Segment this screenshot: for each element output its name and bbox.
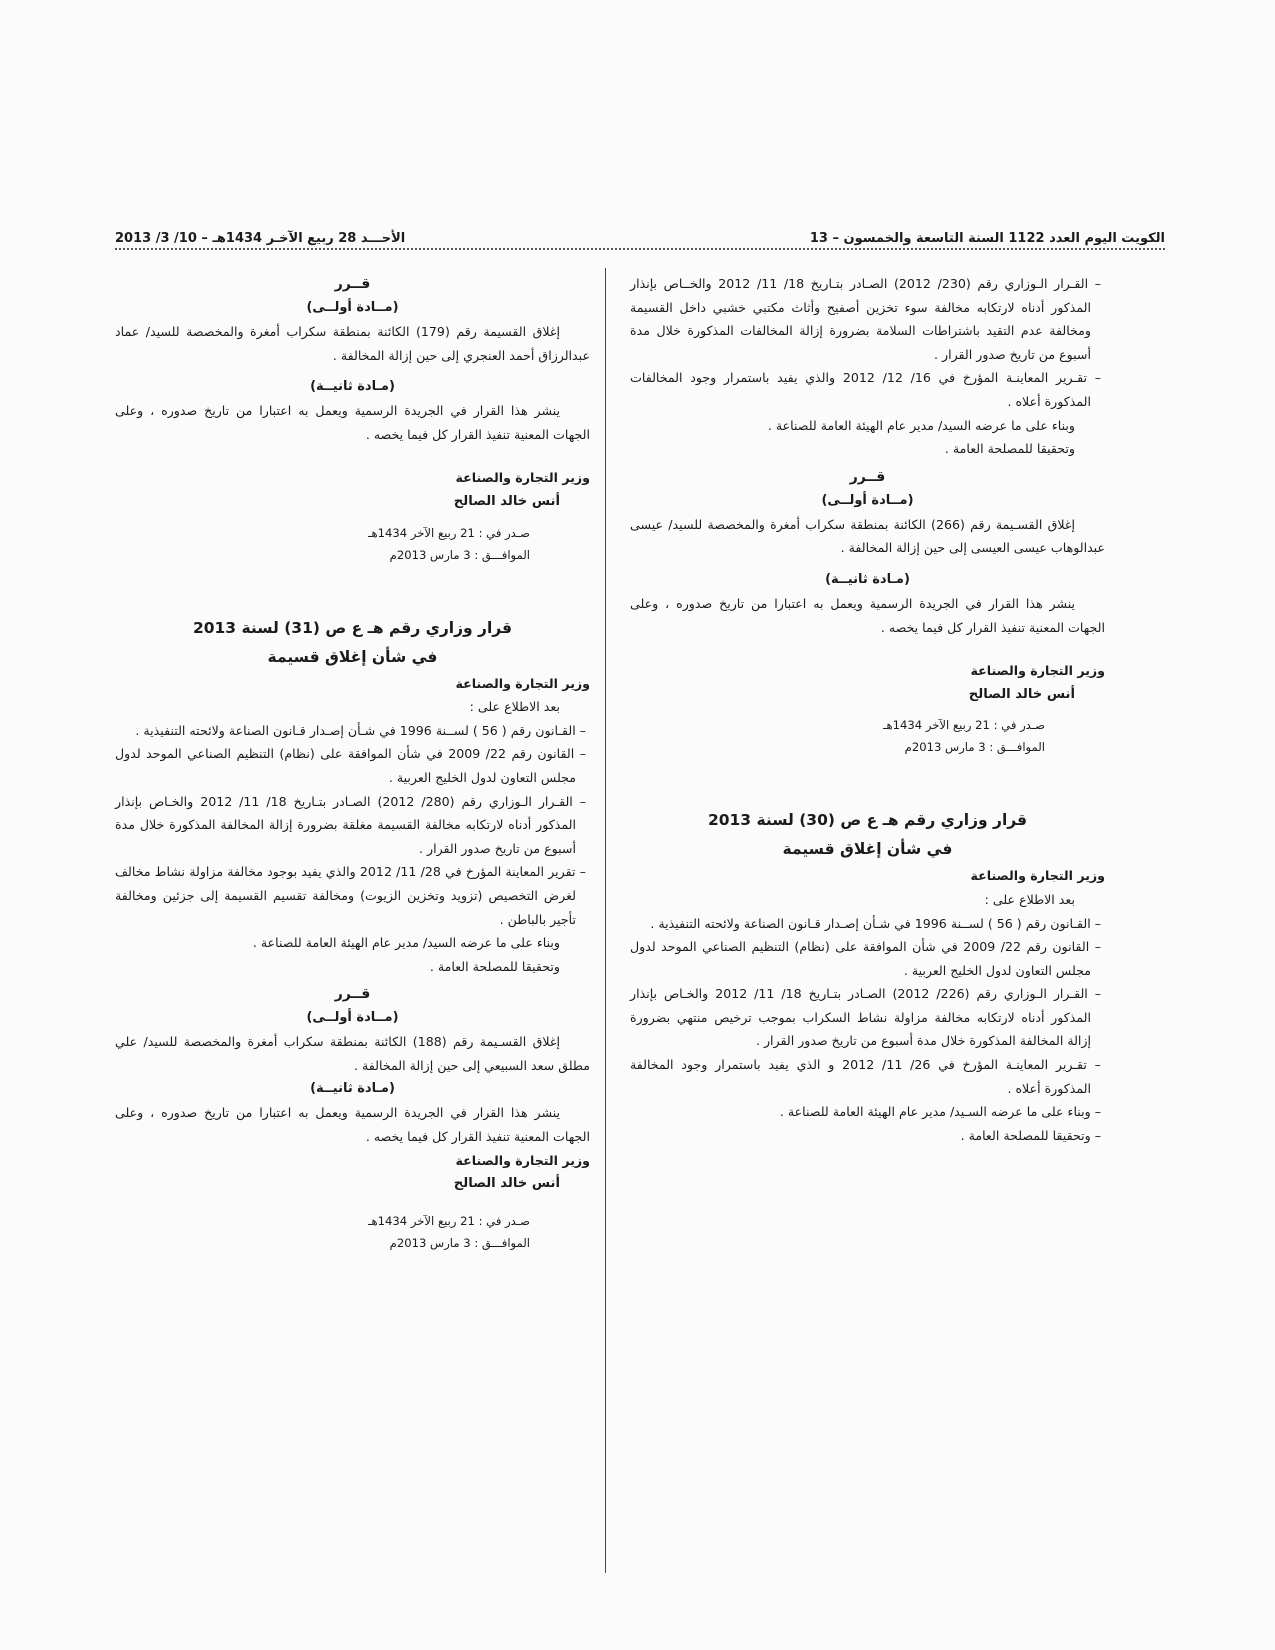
- decision-subtitle: في شأن إغلاق قسيمة: [782, 840, 953, 859]
- list-item: – القـانون رقم ( 56 ) لســنة 1996 في شـأن إصـدار قـانون الصناعة ولائحته التنفيذية .: [650, 915, 1101, 931]
- closing-line: وبناء على ما عرضه السيد/ مدير عام الهيئة العامة للصناعة .: [252, 935, 560, 951]
- list-item: – القانون رقم 22/ 2009 في شأن الموافقة على (نظام) التنظيم الصناعي الموحد لدول مجلس التعاون لدول الخليج العربية .: [115, 746, 586, 785]
- decree-heading: قــرر: [334, 986, 371, 1003]
- list-item: – وتحقيقا للمصلحة العامة .: [960, 1127, 1101, 1143]
- decree-heading: قــرر: [849, 468, 886, 485]
- after-review: بعد الاطلاع على :: [984, 891, 1075, 907]
- corresponding-date: الموافـــق : 3 مارس 2013م: [389, 1235, 530, 1250]
- right-column: [630, 272, 1105, 1147]
- closing-line: وتحقيقا للمصلحة العامة .: [944, 441, 1075, 457]
- header-date: الأحـــد 28 ربيع الآخـر 1434هـ – 10/ 3/ 2013: [115, 231, 406, 246]
- minister-intro: وزير التجارة والصناعة: [970, 868, 1105, 884]
- left-column: [115, 272, 590, 1254]
- signature-block: [115, 1149, 590, 1196]
- article-title: (مــادة أولــى): [306, 300, 399, 315]
- list-item: – القانون رقم 22/ 2009 في شأن الموافقة على (نظام) التنظيم الصناعي الموحد لدول مجلس التعاون لدول الخليج العربية .: [630, 939, 1101, 978]
- list-item: – تقـرير المعاينـة المؤرخ في 16/ 12/ 2012 والذي يفيد باستمرار وجود المخالفات المذكورة أعلاه .: [630, 370, 1101, 409]
- header-rule: [115, 248, 1165, 250]
- corresponding-date: الموافـــق : 3 مارس 2013م: [904, 740, 1045, 755]
- article-text: ينشر هذا القرار في الجريدة الرسمية ويعمل به اعتبارا من تاريخ صدوره ، وعلى الجهات المعنية تنفيذ القرار كل فيما يخصه .: [115, 1105, 590, 1145]
- decision-title: قرار وزاري رقم هـ ع ص (30) لسنة 2013: [707, 811, 1028, 830]
- article-title: (مـادة ثانيــة): [310, 379, 395, 395]
- header-publication-info: الكويت اليوم العدد 1122 السنة التاسعة والخمسون – 13: [809, 231, 1165, 246]
- signature-title: وزير التجارة والصناعة: [970, 663, 1105, 679]
- signature-name: أنس خالد الصالح: [968, 686, 1075, 702]
- list-item: – تقرير المعاينة المؤرخ في 28/ 11/ 2012 والذي يفيد بوجود مخالفة مزاولة نشاط مخالف لغرض التخصيص (تزويد وتخزين الزيوت) ومخالفة تقسيم القسيمة إلى جزئين ومخالفة تأجير بالباطن .: [115, 864, 586, 927]
- page-header: [115, 212, 1165, 246]
- article-title: (مـادة ثانيــة): [825, 571, 910, 587]
- signature-name: أنس خالد الصالح: [453, 493, 560, 509]
- decree-heading: قــرر: [334, 276, 371, 292]
- issued-date: صـدر في : 21 ربيع الآخر 1434هـ: [883, 718, 1045, 733]
- list-item: – القـرار الـوزاري رقم (226/ 2012) الصـادر بتـاريخ 18/ 11/ 2012 والخـاص بإنذار المذكور أدناه لارتكابه مخالفة مزاولة نشاط السكراب بموجب ترخيص منتهي بضرورة إزالة المخالفة المذكورة خلال مدة أسبوع من تاريخ صدور القرار .: [630, 986, 1101, 1049]
- after-review: بعد الاطلاع على :: [469, 699, 560, 715]
- issued-date: صـدر في : 21 ربيع الآخر 1434هـ: [368, 1213, 530, 1228]
- signature-name: أنس خالد الصالح: [453, 1176, 560, 1192]
- signature-title: وزير التجارة والصناعة: [455, 470, 590, 486]
- article-text: إغلاق القسـيمة رقم (188) الكائنة بمنطقة سكراب أمغرة والمخصصة للسيد/ علي مطلق سعد السبيعي إلى حين إزالة المخالفة .: [115, 1034, 590, 1073]
- list-item: – تقـرير المعاينـة المؤرخ في 26/ 11/ 2012 و الذي يفيد باستمرار وجود المخالفة المذكورة أعلاه .: [630, 1057, 1101, 1096]
- article-title: (مــادة أولــى): [306, 1010, 399, 1026]
- closing-line: وبناء على ما عرضه السيد/ مدير عام الهيئة العامة للصناعة .: [767, 417, 1075, 433]
- decision-subtitle: في شأن إغلاق قسيمة: [267, 647, 438, 666]
- issue-dates: [115, 522, 590, 566]
- article-text: إغلاق القسـيمة رقم (266) الكائنة بمنطقة سكراب أمغرة والمخصصة للسيد/ عيسى عبدالوهاب عيسى العيسى إلى حين إزالة المخالفة .: [630, 516, 1105, 556]
- list-item: – وبناء على ما عرضه السـيد/ مدير عام الهيئة العامة للصناعة .: [779, 1104, 1101, 1120]
- issue-dates: [630, 714, 1105, 758]
- issued-date: صـدر في : 21 ربيع الآخر 1434هـ: [368, 525, 530, 540]
- decision-title: قرار وزاري رقم هـ ع ص (31) لسنة 2013: [192, 618, 513, 637]
- list-item: – القـانون رقم ( 56 ) لســنة 1996 في شـأن إصـدار قـانون الصناعة ولائحته التنفيذية .: [135, 722, 586, 738]
- minister-intro: وزير التجارة والصناعة: [455, 675, 590, 691]
- signature-block: [630, 659, 1105, 706]
- column-divider: [605, 268, 606, 1573]
- signature-block: [115, 466, 590, 513]
- article-text: إغلاق القسيمة رقم (179) الكائنة بمنطقة سكراب أمغرة والمخصصة للسيد/ عماد عبدالرزاق أحمد العنجري إلى حين إزالة المخالفة .: [115, 324, 590, 363]
- list-item: – القـرار الـوزاري رقم (280/ 2012) الصـادر بتـاريخ 18/ 11/ 2012 والخـاص بإنذار المذكور أدناه لارتكابه مخالفة القسيمة مغلقة بضرورة إزالة المخالفة المذكورة خلال مدة أسبوع من تاريخ صدور القرار .: [115, 793, 586, 856]
- signature-title: وزير التجارة والصناعة: [455, 1152, 590, 1168]
- list-item: – القـرار الـوزاري رقم (230/ 2012) الصـادر بتـاريخ 18/ 11/ 2012 والخــاص بإنذار المذكور أدناه لارتكابه مخالفة سوء تخزين أصفيح وأثاث مكتبي خشبي داخل القسيمة ومخالفة عدم التقيد باشتراطات السلامة بضرورة إزالة المخالفات المذكورة خلال مدة أسبوع من تاريخ صدور القرار .: [630, 276, 1101, 362]
- closing-line: وتحقيقا للمصلحة العامة .: [429, 958, 560, 974]
- article-title: (مــادة أولــى): [821, 492, 914, 508]
- article-title: (مـادة ثانيــة): [310, 1081, 395, 1097]
- article-text: ينشر هذا القرار في الجريدة الرسمية ويعمل به اعتبارا من تاريخ صدوره ، وعلى الجهات المعنية تنفيذ القرار كل فيما يخصه .: [115, 403, 590, 442]
- corresponding-date: الموافـــق : 3 مارس 2013م: [389, 547, 530, 562]
- issue-dates: [115, 1210, 590, 1254]
- article-text: ينشر هذا القرار في الجريدة الرسمية ويعمل به اعتبارا من تاريخ صدوره ، وعلى الجهات المعنية تنفيذ القرار كل فيما يخصه .: [630, 595, 1105, 635]
